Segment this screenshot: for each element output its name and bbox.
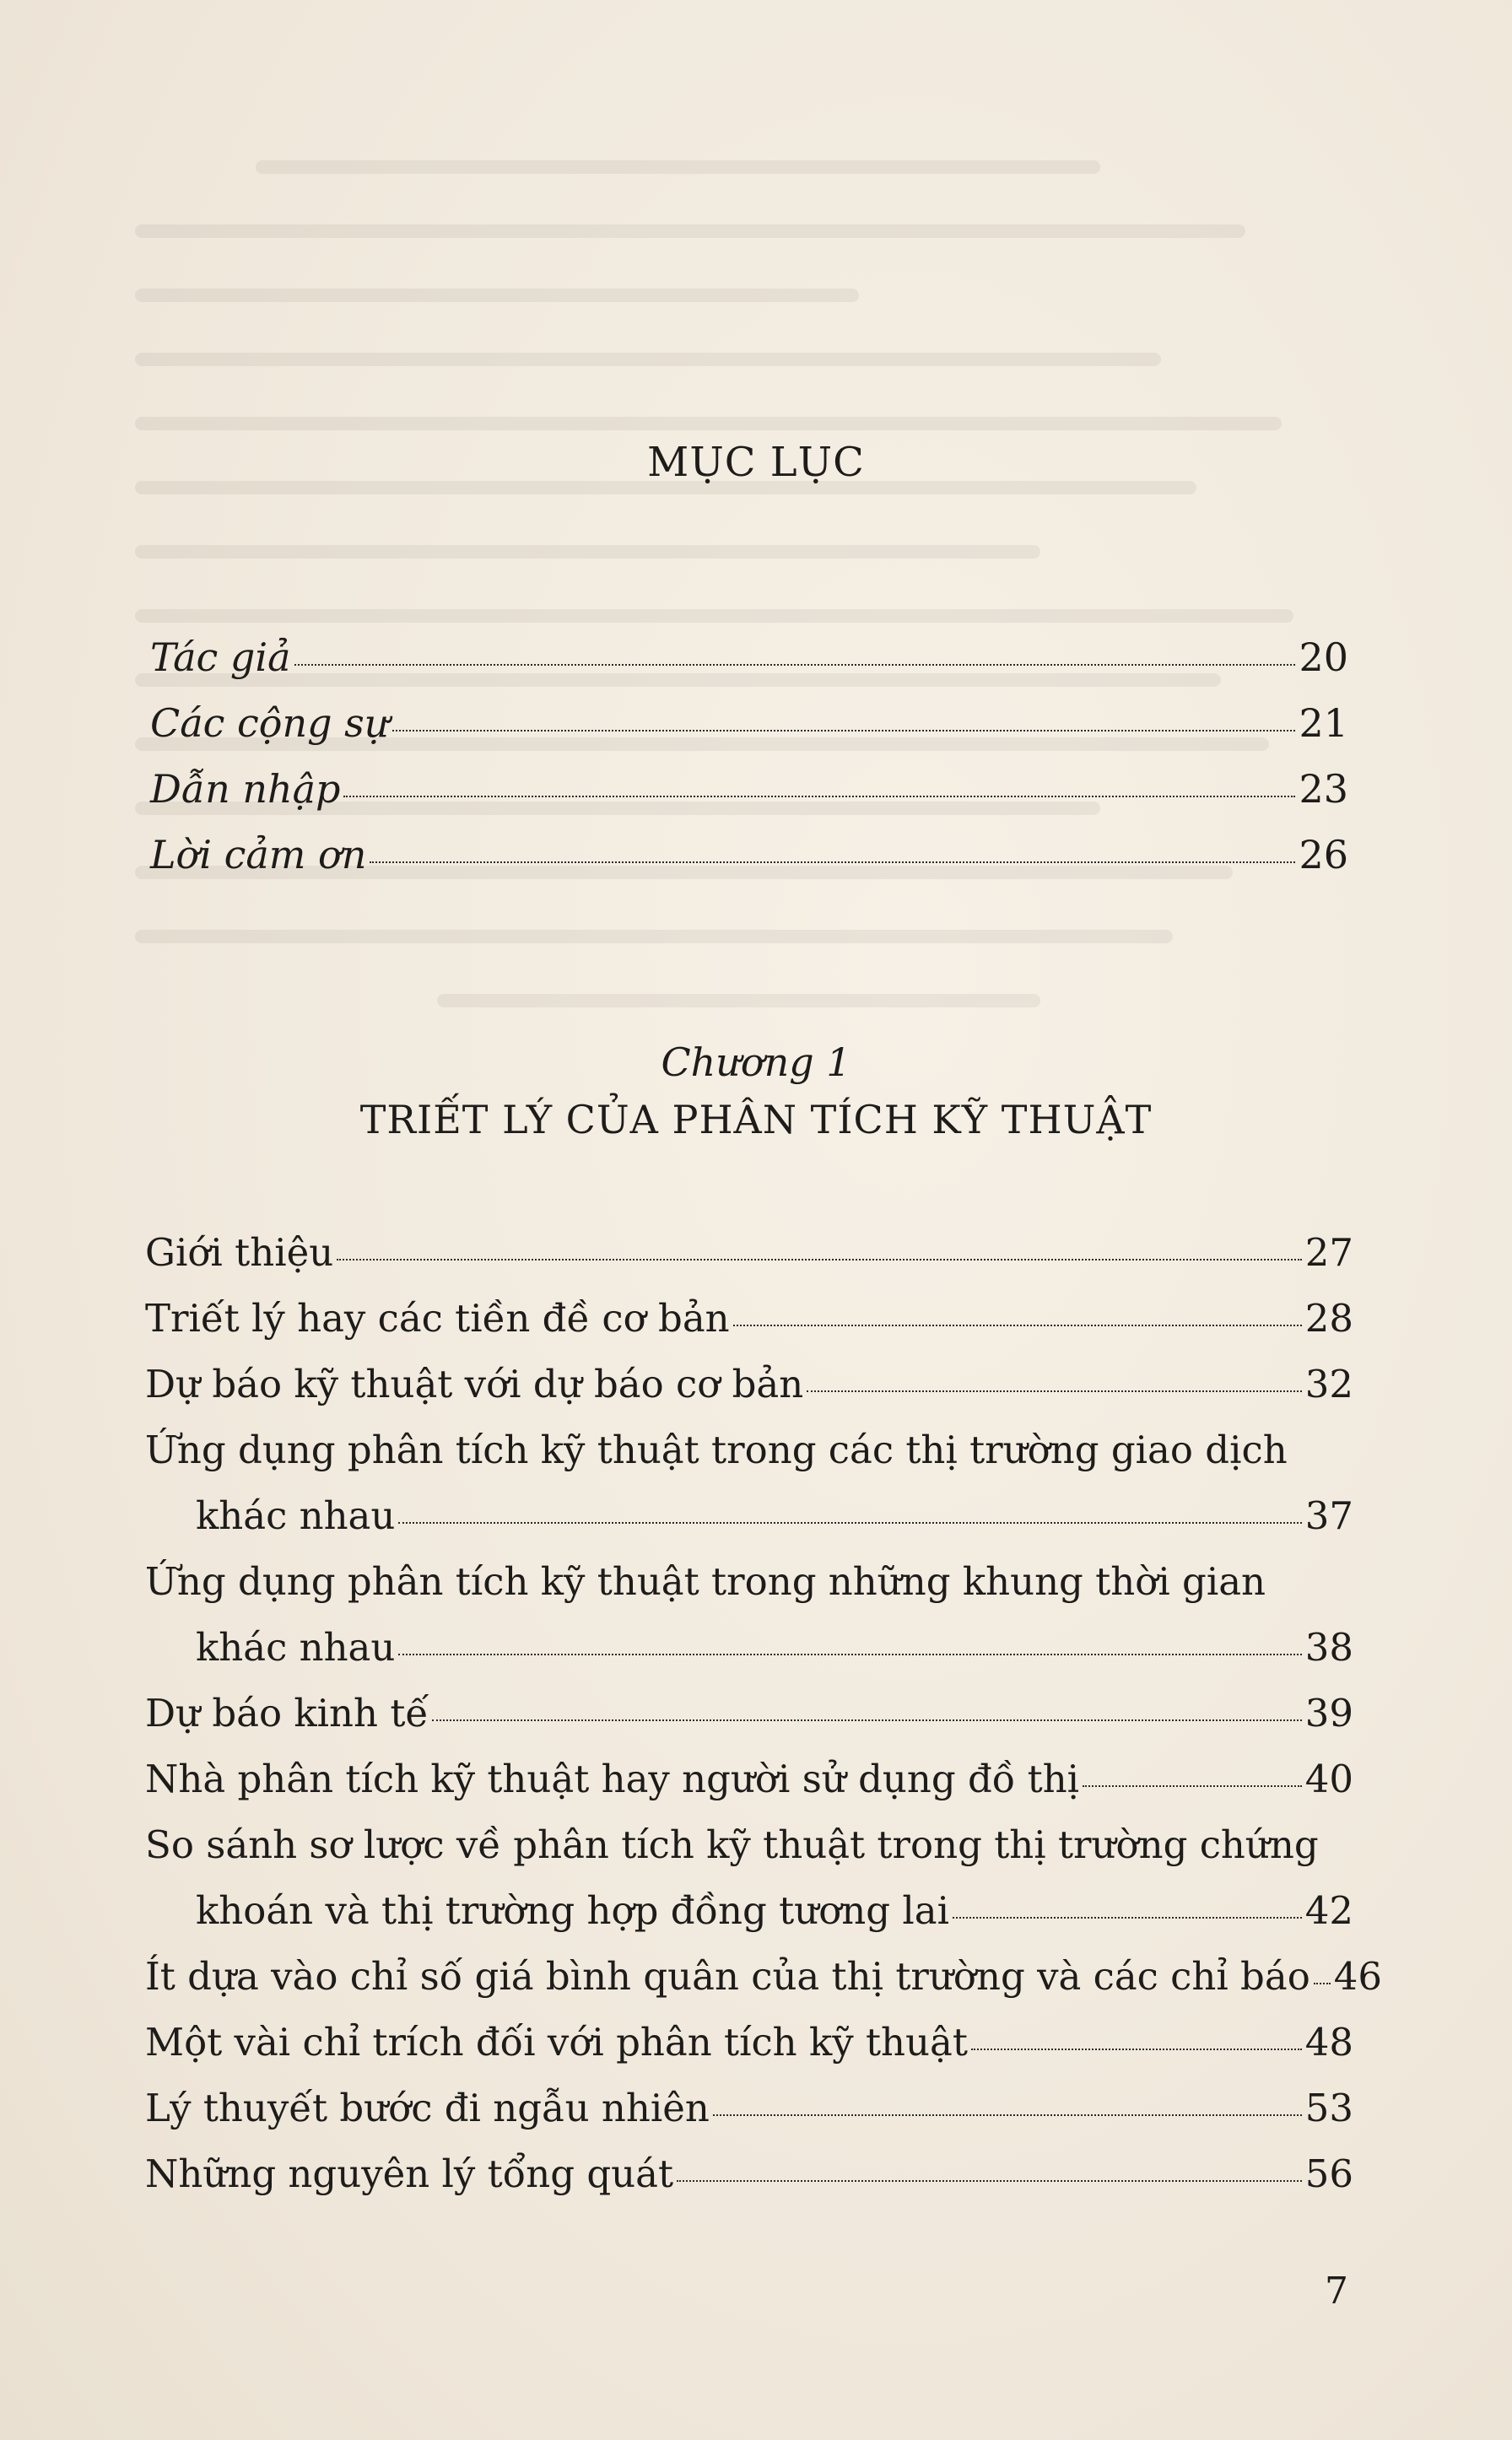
toc-entry-ung-dung-thi-truong-line1[interactable]: Ứng dụng phân tích kỹ thuật trong các thị trường giao dịch (145, 1428, 1288, 1472)
leader-dots (337, 1259, 1302, 1260)
leader-dots (343, 796, 1295, 797)
toc-entry-du-bao-kinh-te[interactable] (145, 1691, 1353, 1736)
toc-entry-page: 38 (1304, 1625, 1353, 1670)
toc-title: MỤC LỤC (647, 439, 865, 486)
leader-dots (971, 2049, 1302, 2050)
toc-entry-page: 56 (1304, 2151, 1353, 2196)
toc-entry-it-dua-vao[interactable] (145, 1954, 1383, 1999)
toc-entry-label: Lý thuyết bước đi ngẫu nhiên (145, 2086, 710, 2130)
toc-entry-page: 23 (1299, 766, 1348, 812)
toc-entry-page: 32 (1304, 1362, 1353, 1406)
leader-dots (1083, 1785, 1302, 1787)
leader-dots (953, 1917, 1302, 1919)
show-through-text (135, 160, 1342, 1088)
toc-entry-label: Nhà phân tích kỹ thuật hay người sử dụng đồ thị (145, 1757, 1080, 1801)
toc-entry-gioi-thieu[interactable] (145, 1230, 1353, 1275)
leader-dots (677, 2180, 1302, 2182)
toc-entry-label: Các cộng sự (150, 700, 390, 746)
toc-entry-page: 46 (1333, 1954, 1383, 1999)
leader-dots (370, 861, 1295, 863)
toc-entry-so-sanh-line1[interactable]: So sánh sơ lược về phân tích kỹ thuật trong thị trường chứng (145, 1822, 1319, 1867)
toc-entry-dan-nhap[interactable] (150, 766, 1348, 812)
toc-entry-ung-dung-khung-thoi-gian-line1[interactable]: Ứng dụng phân tích kỹ thuật trong những khung thời gian (145, 1559, 1266, 1604)
toc-entry-page: 40 (1304, 1757, 1353, 1801)
toc-entry-ung-dung-khung-thoi-gian[interactable] (196, 1625, 1353, 1670)
leader-dots (432, 1719, 1302, 1721)
toc-entry-page: 37 (1304, 1493, 1353, 1538)
toc-entry-nguyen-ly-tong-quat[interactable] (145, 2151, 1353, 2196)
toc-entry-loi-cam-on[interactable] (150, 832, 1348, 877)
page-number: 7 (1325, 2270, 1348, 2313)
leader-dots (713, 2114, 1302, 2116)
toc-entry-page: 21 (1299, 700, 1348, 746)
toc-entry-label: Một vài chỉ trích đối với phân tích kỹ thuật (145, 2020, 968, 2065)
toc-entry-so-sanh[interactable] (196, 1888, 1353, 1933)
toc-entry-ung-dung-thi-truong[interactable] (196, 1493, 1353, 1538)
toc-entry-label: Dẫn nhập (150, 766, 341, 812)
leader-dots (398, 1654, 1301, 1655)
toc-entry-triet-ly[interactable] (145, 1296, 1353, 1341)
toc-entry-tac-gia[interactable] (150, 634, 1348, 680)
toc-entry-page: 26 (1299, 832, 1348, 877)
toc-entry-page: 53 (1304, 2086, 1353, 2130)
toc-entry-page: 20 (1299, 634, 1348, 680)
toc-entry-buoc-di-ngau-nhien[interactable] (145, 2086, 1353, 2130)
toc-entry-label: Những nguyên lý tổng quát (145, 2151, 674, 2196)
toc-entry-label: Lời cảm ơn (150, 832, 367, 877)
toc-entry-label: Dự báo kỹ thuật với dự báo cơ bản (145, 1362, 804, 1406)
leader-dots (1314, 1983, 1331, 1984)
toc-entry-label: Giới thiệu (145, 1230, 334, 1275)
leader-dots (392, 730, 1295, 731)
toc-entry-label: Dự báo kinh tế (145, 1691, 429, 1736)
toc-entry-label: khoán và thị trường hợp đồng tương lai (196, 1888, 950, 1933)
toc-entry-label: Triết lý hay các tiền đề cơ bản (145, 1296, 730, 1341)
leader-dots (807, 1390, 1302, 1392)
toc-entry-label: khác nhau (196, 1625, 396, 1670)
leader-dots (294, 664, 1296, 666)
toc-entry-page: 28 (1304, 1296, 1353, 1341)
toc-entry-page: 27 (1304, 1230, 1353, 1275)
chapter-label: Chương 1 (661, 1039, 851, 1085)
toc-entry-cac-cong-su[interactable] (150, 700, 1348, 746)
toc-entry-du-bao-ky-thuat[interactable] (145, 1362, 1353, 1406)
toc-entry-page: 39 (1304, 1691, 1353, 1736)
toc-entry-nha-phan-tich[interactable] (145, 1757, 1353, 1801)
chapter-title: TRIẾT LÝ CỦA PHÂN TÍCH KỸ THUẬT (359, 1097, 1153, 1142)
leader-dots (733, 1325, 1302, 1326)
leader-dots (398, 1522, 1301, 1524)
toc-entry-label: Ít dựa vào chỉ số giá bình quân của thị trường và các chỉ báo (145, 1954, 1310, 1999)
toc-entry-page: 48 (1304, 2020, 1353, 2065)
toc-entry-page: 42 (1304, 1888, 1353, 1933)
toc-entry-label: khác nhau (196, 1493, 396, 1538)
toc-entry-chi-trich[interactable] (145, 2020, 1353, 2065)
toc-entry-label: Tác giả (150, 634, 291, 680)
